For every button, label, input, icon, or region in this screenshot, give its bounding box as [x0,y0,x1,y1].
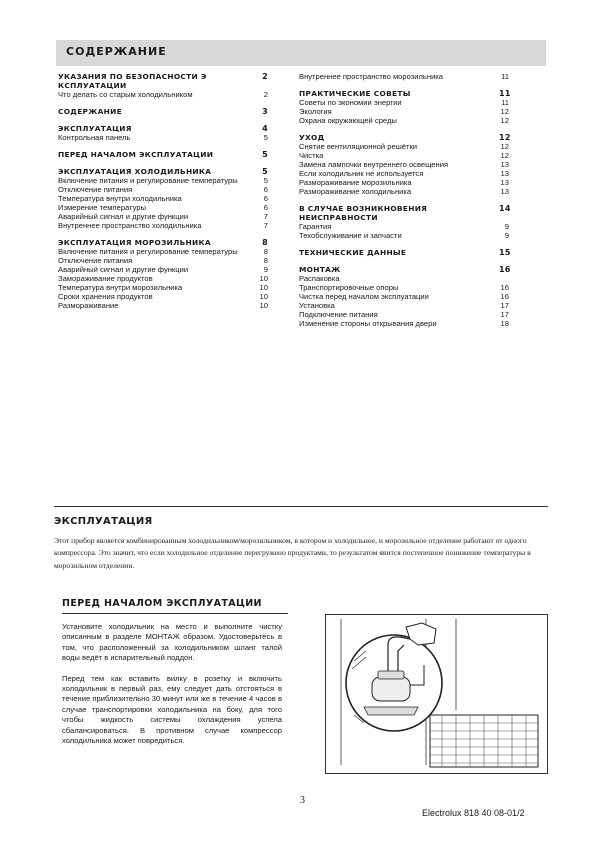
toc-entry-text: Включение питания и регулирование температуры [58,247,238,256]
toc-section-heading[interactable] [299,133,509,142]
toc-entry-text: Замена лампочки внутреннего освещения [299,160,449,169]
toc-entry-page: 13 [500,169,509,178]
toc-heading-page: 5 [262,167,268,176]
toc-entry-page: 10 [259,292,268,301]
toc-section [58,72,268,99]
toc-heading-text: МОНТАЖ [299,265,341,274]
toc-section-heading[interactable] [58,124,268,133]
toc-entry-page: 9 [504,222,509,231]
toc-entry-text: Транспортировочные опоры [299,283,399,292]
toc-entry-text: Охрана окружающей среды [299,116,397,125]
toc-entry-text: Аварийный сигнал и другие функции [58,265,189,274]
toc-entry-text: Если холодильник не используется [299,169,424,178]
toc-entry[interactable] [299,187,509,196]
exploitation-heading: ЭКСПЛУАТАЦИЯ [54,516,153,527]
toc-entry[interactable] [299,116,509,125]
toc-heading-page: 3 [262,107,268,116]
toc-entry-page: 7 [263,221,268,230]
toc-entry[interactable] [299,142,509,151]
toc-entry[interactable] [299,319,509,328]
toc-entry-page: 12 [500,107,509,116]
toc-heading-page: 8 [262,238,268,247]
toc-entry-page: 13 [500,160,509,169]
toc-entry[interactable] [58,221,268,230]
toc-entry-text: Температура внутри холодильника [58,194,182,203]
toc-right-column [299,72,509,336]
before-start-text [62,622,282,756]
toc-entry[interactable] [299,301,509,310]
toc-entry[interactable] [58,292,268,301]
toc-section-heading[interactable] [58,72,268,90]
toc-entry[interactable] [58,256,268,265]
toc-section [58,124,268,142]
toc-heading-text: ТЕХНИЧЕСКИЕ ДАННЫЕ [299,248,407,257]
toc-entry-text: Отключение питания [58,185,133,194]
toc-section [299,248,509,257]
toc-entry[interactable] [299,72,509,81]
toc-entry-text: Гарантия [299,222,332,231]
toc-entry-page: 7 [263,212,268,221]
toc-entry[interactable] [299,169,509,178]
toc-section [299,89,509,125]
toc-entry-page: 18 [500,319,509,328]
toc-entry-page: 6 [263,203,268,212]
toc-entry-text: Подключение питания [299,310,378,319]
toc-entry[interactable] [58,212,268,221]
toc-section [299,204,509,240]
toc-entry[interactable] [58,247,268,256]
toc-entry[interactable] [299,151,509,160]
toc-entry-page: 9 [504,231,509,240]
toc-entry-page: 6 [263,185,268,194]
toc-section-heading[interactable] [58,150,268,159]
toc-entry-text: Размораживание морозильника [299,178,412,187]
toc-entry-page: 10 [259,274,268,283]
toc-entry[interactable] [58,133,268,142]
toc-entry[interactable] [299,178,509,187]
toc-left-column [58,72,268,318]
toc-entry-text: Измерение температуры [58,203,147,212]
toc-entry-text: Размораживание [58,301,119,310]
toc-entry[interactable] [58,194,268,203]
toc-section [58,238,268,310]
toc-section [58,107,268,116]
toc-heading-page: 16 [499,265,511,274]
toc-section [299,133,509,196]
toc-entry[interactable] [58,90,268,99]
toc-entry[interactable] [299,160,509,169]
toc-entry-text: Контрольная панель [58,133,131,142]
toc-entry-page: 16 [500,292,509,301]
toc-entry[interactable] [58,185,268,194]
toc-entry[interactable] [299,292,509,301]
toc-entry[interactable] [58,301,268,310]
toc-section-heading[interactable] [58,167,268,176]
toc-entry[interactable] [58,203,268,212]
toc-entry[interactable] [299,274,509,283]
before-start-paragraph: Перед тем как вставить вилку в розетку и включить холодильник в первый раз, ему следует дать отстояться в течение приблизительно 30 минут или же в течение 4 часов в случае транспортировки холодильника на боку, для того чтобы жидкость системы охлаждения успела сбалансироваться. В противном случае компрессор холодильника может повредиться. [62,673,282,746]
toc-entry-text: Снятие вентиляционной решётки [299,142,418,151]
toc-entry[interactable] [58,176,268,185]
toc-heading-text: УХОД [299,133,325,142]
toc-heading-text: В СЛУЧАЕ ВОЗНИКНОВЕНИЯ НЕИСПРАВНОСТИ [299,204,428,222]
toc-entry-page: 13 [500,178,509,187]
toc-section-heading[interactable] [299,89,509,98]
toc-entry[interactable] [58,283,268,292]
toc-heading-page: 11 [499,89,511,98]
toc-entry-text: Аварийный сигнал и другие функции [58,212,189,221]
toc-entry[interactable] [299,231,509,240]
toc-section [299,72,509,81]
toc-entry-page: 5 [263,176,268,185]
toc-entry-page: 12 [500,142,509,151]
toc-entry-text: Отключение питания [58,256,133,265]
compressor-drawing [326,615,547,773]
toc-entry-page: 11 [501,98,509,107]
toc-entry[interactable] [58,274,268,283]
page-number: 3 [300,795,305,806]
toc-entry[interactable] [299,222,509,231]
toc-section-heading[interactable] [58,238,268,247]
toc-entry-text: Размораживание холодильника [299,187,412,196]
toc-section [58,167,268,230]
toc-title: СОДЕРЖАНИЕ [66,45,167,58]
toc-entry-page: 5 [263,133,268,142]
section-divider [54,506,548,507]
toc-entry[interactable] [299,283,509,292]
toc-heading-page: 2 [262,72,268,81]
toc-entry-text: Внутреннее пространство морозильника [299,72,444,81]
toc-entry-page: 17 [500,301,509,310]
toc-heading-page: 12 [499,133,511,142]
toc-entry-page: 2 [263,90,268,99]
before-start-heading: ПЕРЕД НАЧАЛОМ ЭКСПЛУАТАЦИИ [62,598,288,614]
toc-entry-text: Установка [299,301,335,310]
toc-entry-text: Техобслуживание и запчасти [299,231,402,240]
toc-entry-page: 12 [500,151,509,160]
toc-entry-text: Включение питания и регулирование температуры [58,176,238,185]
toc-entry-text: Внутреннее пространство холодильника [58,221,202,230]
toc-section [299,265,509,328]
toc-entry-text: Распаковка [299,274,340,283]
exploitation-text: Этот прибор является комбинированным холодильником/морозильником, в котором и холодильное, и морозильное отделение работают от одного компрессора. Это значит, что если холодильное отделение перегружено продуктами, то результатом явится постепенное понижение температуры в морозильном отделении. [54,536,531,570]
toc-entry-text: Изменение стороны открывания двери [299,319,437,328]
toc-entry-text: Советы по экономии энергии [299,98,402,107]
toc-heading-page: 5 [262,150,268,159]
before-start-paragraph: Установите холодильник на место и выполните чистку описанным в разделе МОНТАЖ образом. Удостоверьтесь в том, что расположенный за холодильником шланг талой воды ведёт в испарительный поддон. [62,622,282,663]
toc-entry-page: 11 [501,72,509,81]
toc-heading-text: СОДЕРЖАНИЕ [58,107,122,116]
toc-entry-page: 8 [263,247,268,256]
toc-entry-page: 6 [263,194,268,203]
document-code: Electrolux 818 40 08-01/2 [422,808,525,818]
toc-entry-text: Экология [299,107,332,116]
toc-section-heading[interactable] [58,107,268,116]
toc-entry[interactable] [299,107,509,116]
toc-heading-page: 14 [499,204,511,213]
toc-entry-page: 10 [259,283,268,292]
toc-heading-text: ПРАКТИЧЕСКИЕ СОВЕТЫ [299,89,411,98]
toc-entry[interactable] [58,265,268,274]
toc-heading-page: 4 [262,124,268,133]
toc-entry-page: 9 [263,265,268,274]
toc-heading-text: ЭКСПЛУАТАЦИЯ МОРОЗИЛЬНИКА [58,238,211,247]
toc-entry-text: Чистка [299,151,324,160]
toc-section-heading[interactable] [299,204,509,222]
toc-heading-text: ЭКСПЛУАТАЦИЯ [58,124,132,133]
toc-section-heading[interactable] [299,248,509,257]
toc-entry-page: 16 [500,283,509,292]
toc-entry-page: 8 [263,256,268,265]
toc-entry-text: Температура внутри морозильника [58,283,183,292]
toc-entry-text: Чистка перед началом эксплуатации [299,292,429,301]
toc-entry-page: 17 [500,310,509,319]
toc-heading-text: ЭКСПЛУАТАЦИЯ ХОЛОДИЛЬНИКА [58,167,212,176]
toc-entry-text: Замораживание продуктов [58,274,153,283]
toc-entry-page: 13 [500,187,509,196]
compressor-illustration [325,614,548,774]
toc-heading-text: ПЕРЕД НАЧАЛОМ ЭКСПЛУАТАЦИИ [58,150,214,159]
toc-title-bar [56,40,546,66]
toc-entry[interactable] [299,310,509,319]
toc-entry[interactable] [299,98,509,107]
toc-heading-page: 15 [499,248,511,257]
toc-section-heading[interactable] [299,265,509,274]
toc-entry-page: 12 [500,116,509,125]
toc-entry-text: Сроки хранения продуктов [58,292,153,301]
toc-section [58,150,268,159]
toc-heading-text: УКАЗАНИЯ ПО БЕЗОПАСНОСТИ Э КСПЛУАТАЦИИ [58,72,207,90]
toc-entry-page [497,274,509,283]
toc-entry-page: 10 [259,301,268,310]
toc-entry-text: Что делать со старым холодильником [58,90,193,99]
